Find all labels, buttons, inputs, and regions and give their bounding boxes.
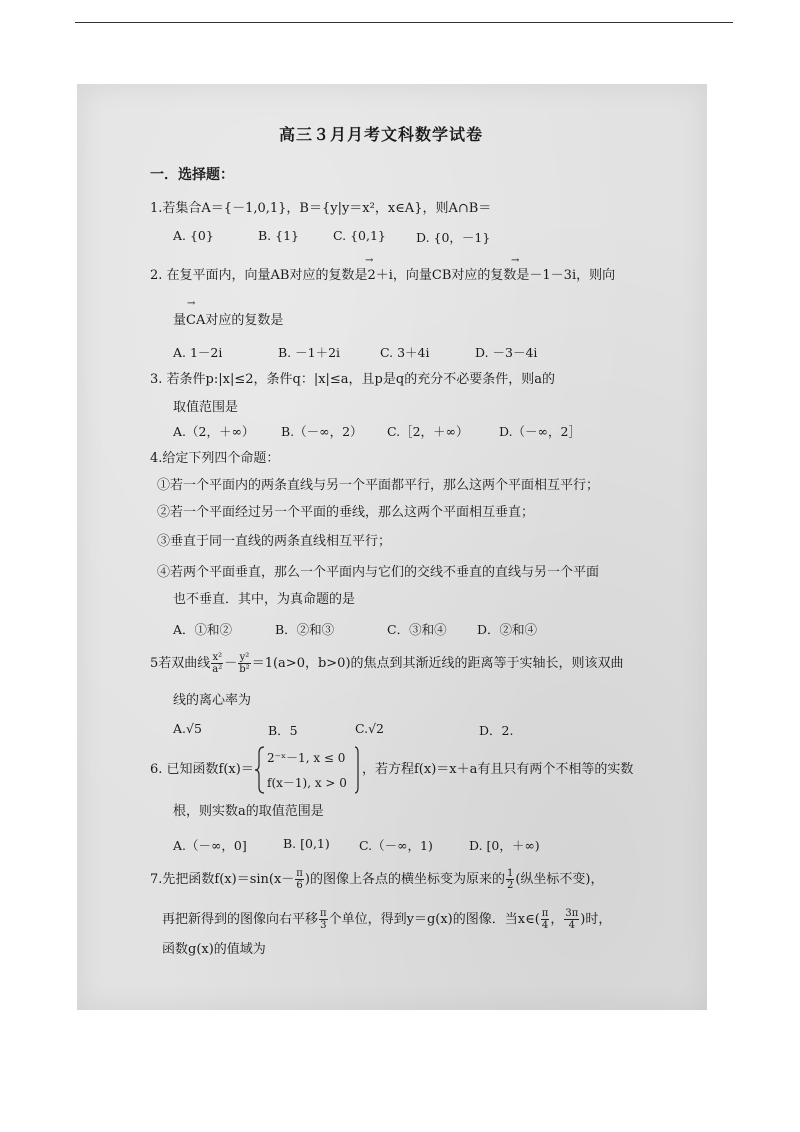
q2-option-d: D. －3－4i	[475, 345, 538, 360]
q2-option-a: A. 1－2i	[173, 345, 223, 360]
q4-option-a: A．①和②	[173, 622, 233, 637]
fraction-pi-3	[319, 908, 328, 931]
q1-option-a: A. {0}	[173, 228, 214, 243]
q6-option-a: A.（－∞，0]	[173, 838, 247, 853]
comma: ，	[550, 912, 564, 927]
q3-option-b: B.（－∞，2）	[281, 424, 363, 439]
q1-option-c: C. {0,1}	[333, 228, 386, 243]
q6-piece-2: f(x－1), x > 0	[267, 776, 347, 790]
q4-tail: 也不垂直．其中，为真命题的是	[173, 592, 356, 607]
q5-stem-line2: 线的离心率为	[173, 693, 252, 708]
exam-title: 高三３月月考文科数学试卷	[279, 125, 484, 144]
q7-line1-part-a: 7.先把函数f(x)＝sin(x－	[150, 872, 295, 887]
q5-suffix: ＝1(a>0，b>0)的焦点到其渐近线的距离等于实轴长，则该双曲	[251, 656, 624, 671]
q3-option-c: C.［2，＋∞）	[387, 424, 469, 439]
q5-option-d: D．2.	[479, 723, 514, 738]
q3-stem-line1: 3. 若条件p:|x|≤2，条件q：|x|≤a，且p是q的充分不必要条件，则a的	[150, 372, 555, 387]
fraction-numerator: y²	[239, 652, 250, 663]
fraction-numerator: x²	[212, 652, 223, 663]
vector-arrow-ca: →	[187, 298, 196, 309]
q2-option-c: C. 3＋4i	[380, 345, 430, 360]
q6-stem-line2: 根，则实数a的取值范围是	[173, 804, 324, 819]
fraction-x2-a2	[211, 652, 223, 675]
fraction-one-half	[506, 868, 514, 891]
q4-proposition-2: ②若一个平面经过另一个平面的垂线，那么这两个平面相互垂直；	[157, 505, 535, 520]
q7-line2-part-d: )时，	[580, 912, 612, 927]
vector-arrow-cb: →	[511, 255, 520, 266]
left-brace	[254, 745, 266, 795]
fraction-numerator: π	[320, 908, 327, 919]
q7-line2-part-b: 个单位，得到y＝g(x)的图像．当x∈(	[328, 912, 540, 927]
fraction-denominator: 2	[506, 880, 514, 891]
q6-option-b: B. [0,1)	[283, 836, 330, 851]
q1-stem: 1.若集合A＝{－1,0,1}，B＝{y|y＝x²，x∈A}，则A∩B＝	[150, 201, 492, 216]
q1-option-d: D. {0，－1}	[416, 230, 491, 245]
q4-option-d: D．②和④	[477, 622, 538, 637]
q6-suffix: ，若方程f(x)＝x＋a有且只有两个不相等的实数	[362, 762, 634, 777]
q2-stem-line2: 量CA对应的复数是	[173, 313, 284, 328]
fraction-denominator: 6	[296, 880, 303, 891]
q5-option-a: A.√5	[173, 721, 202, 736]
q6-option-c: C.（－∞，1)	[359, 838, 433, 853]
header-rule	[75, 22, 733, 23]
q6-prefix: 6. 已知函数f(x)＝	[150, 762, 254, 777]
q7-line1-part-b: )的图像上各点的横坐标变为原来的	[304, 872, 505, 887]
q7-line1-part-c: (纵坐标不变)，	[515, 872, 604, 887]
fraction-denominator: 3	[320, 920, 327, 931]
exam-paper	[77, 84, 707, 1010]
q2-stem-line1: 2. 在复平面内，向量AB对应的复数是2＋i，向量CB对应的复数是－1－3i，则向	[150, 268, 616, 283]
q7-line2-part-a: 再把新得到的图像向右平移	[162, 912, 319, 927]
fraction-numerator: π	[541, 908, 549, 919]
q4-proposition-3: ③垂直于同一直线的两条直线相互平行；	[157, 534, 392, 549]
fraction-denominator: b²	[239, 664, 250, 675]
q6-piece-1: 2⁻ˣ－1, x ≤ 0	[267, 751, 346, 765]
q3-option-a: A.（2，＋∞）	[173, 424, 255, 439]
vector-arrow-ab: →	[365, 255, 374, 266]
q7-stem-line3: 函数g(x)的值域为	[162, 942, 266, 957]
fraction-denominator: 4	[568, 920, 576, 931]
fraction-pi-6	[295, 868, 304, 891]
fraction-pi-4	[541, 908, 550, 931]
right-brace	[354, 745, 362, 795]
fraction-numerator: 3π	[565, 908, 579, 919]
q4-proposition-4: ④若两个平面垂直，那么一个平面内与它们的交线不垂直的直线与另一个平面	[157, 565, 600, 580]
fraction-denominator: a²	[212, 664, 223, 675]
q5-option-b: B．5	[268, 723, 298, 738]
fraction-3pi-4	[564, 908, 579, 931]
q4-option-b: B．②和③	[275, 622, 335, 637]
q5-prefix: 5若双曲线	[150, 656, 211, 671]
q4-option-c: C．③和④	[387, 622, 447, 637]
q5-option-c: C.√2	[355, 721, 385, 736]
q1-option-b: B. {1}	[258, 228, 299, 243]
q5-stem-line1	[150, 652, 624, 676]
minus-sign: －	[224, 656, 238, 671]
q4-stem: 4.给定下列四个命题：	[150, 451, 280, 466]
fraction-numerator: 1	[506, 868, 514, 879]
fraction-y2-b2	[238, 652, 250, 675]
fraction-numerator: π	[296, 868, 303, 879]
q7-stem-line2	[162, 907, 611, 933]
q3-option-d: D.（－∞，2］	[499, 424, 581, 439]
section-heading: 一．选择题：	[150, 167, 234, 183]
fraction-denominator: 4	[541, 920, 549, 931]
q2-option-b: B. －1＋2i	[278, 345, 341, 360]
q4-proposition-1: ①若一个平面内的两条直线与另一个平面都平行，那么这两个平面相互平行；	[157, 478, 600, 493]
q7-stem-line1	[150, 867, 603, 893]
q6-option-d: D. [0，＋∞)	[469, 838, 540, 853]
q3-stem-line2: 取值范围是	[173, 400, 239, 415]
